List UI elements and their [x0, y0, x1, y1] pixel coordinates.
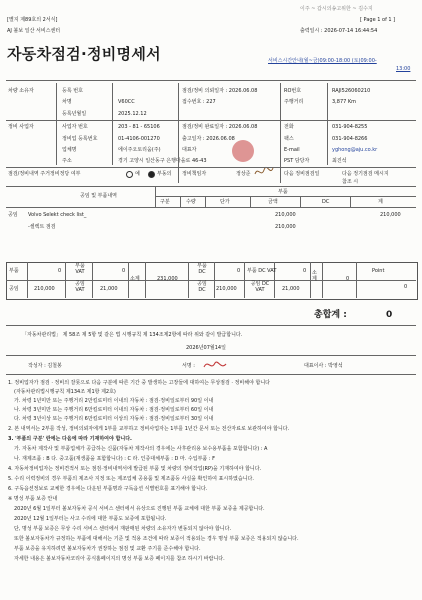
- parts-col-divider: [250, 197, 251, 207]
- receipt-number: 접수번호 : 227: [182, 99, 216, 105]
- document-title: 자동차점검·정비명세서: [7, 45, 161, 63]
- summary-col-divider: [214, 262, 215, 298]
- summary-parts-dc-value: 0: [237, 268, 241, 274]
- request-date: 점검/정비 의뢰일자 : 2026.06.08: [182, 88, 258, 94]
- regdate-label: 등록년월일: [62, 111, 87, 117]
- summary-col-divider: [92, 262, 93, 298]
- summary-col-divider: [65, 262, 66, 298]
- company-seal-stamp: [232, 140, 254, 162]
- summary-subtotal-label: 소계: [130, 276, 140, 282]
- summary-labor-dc-value: 210,000: [216, 286, 237, 292]
- note-line: 자세한 내용은 볼보자동차코리아 공식홈페이지의 명성 부품 보증 페이지를 참조 하시기 바랍니다.: [14, 556, 225, 562]
- note-line: 나. 차령 3년미만 또는 주행거리 6만킬로미터 이내의 자동차 : 점검·정비일로부터 60일 이내: [14, 407, 214, 413]
- table-row-code: 공임: [8, 212, 18, 218]
- parts-col-divider: [155, 186, 156, 207]
- table-row-amount: 210,000: [275, 224, 296, 230]
- top-right-marking: 이주 ~ 갑시의송고위한 ~ 김수지: [300, 6, 373, 12]
- summary-total-label: 소계: [312, 270, 317, 282]
- shopreg-label: 정비업 등록번호: [62, 136, 98, 142]
- pst-label: PST 담당자: [284, 158, 310, 164]
- summary-col-divider: [145, 262, 146, 298]
- summary-labor-dc-label: 공임 DC: [197, 281, 207, 293]
- next-service-value-cont: 참조 시: [342, 179, 359, 185]
- summary-parts-vat-label: 부품 VAT: [75, 263, 85, 275]
- tel-label: 전화: [284, 124, 294, 130]
- summary-labor-value: 210,000: [34, 286, 55, 292]
- checker-label: 정상준: [236, 171, 251, 177]
- note-line: 또한 볼보자동차가 규정하는 부품에 대해서는 기준 및 적용 조건에 따라 보증이 적용되는 경우 명성 부품 보증은 적용되지 않습니다.: [14, 536, 299, 542]
- grand-total-label: 총합계 :: [314, 310, 347, 320]
- parts-header-total: 계: [378, 199, 383, 205]
- signature-image: [203, 357, 227, 371]
- legal-rule: [6, 355, 416, 356]
- issue-date: 2026년07월14일: [186, 345, 226, 351]
- parts-header-bottom-rule: [6, 207, 416, 208]
- note-line: 부품 보증을 유지하려면 볼보자동차가 권장하는 점검 및 교환 주기를 준수해야 합니다.: [14, 546, 201, 552]
- note-line: 6. 구독옵션정보로 교체한 경우에는 다운된 부품명과 구독옵션 식별번호를 표기해야 합니다.: [8, 486, 208, 492]
- signature-label: 서명 :: [182, 363, 195, 369]
- info-top-rule: [6, 80, 416, 81]
- info-divider: [112, 83, 113, 165]
- ro-label: RO번호: [284, 88, 302, 94]
- print-datetime: 출력일시 : 2026-07-14 16:44:54: [300, 28, 378, 34]
- summary-parts-vat-value: 0: [122, 268, 126, 274]
- summary-labor-dcvat-value: 21,000: [282, 286, 300, 292]
- signature-rule: [6, 374, 416, 375]
- tel-value: 031-904-8255: [332, 124, 368, 130]
- writer-label: 작성자 : 김철봉: [28, 363, 62, 369]
- info-divider: [327, 83, 328, 165]
- parts-header-work: 공임 및 부품내역: [80, 193, 117, 199]
- parts-header-qty: 수량: [186, 199, 196, 205]
- parts-col-divider: [300, 197, 301, 207]
- next-service-label: 다음 정비점검일: [284, 171, 320, 177]
- done-date: 점검/정비 완료일자 : 2026.06.08: [182, 124, 258, 130]
- summary-labor-vat-value: 21,000: [100, 286, 118, 292]
- parts-col-divider: [205, 197, 206, 207]
- regno-label: 등록 번호: [62, 88, 83, 94]
- note-line: (자동차관리법시행규칙 제134조 제1항 제2호): [14, 389, 116, 395]
- consent-no-label: 부동의: [157, 171, 172, 177]
- tech-lead-label: 정비책임자: [182, 171, 207, 177]
- table-row-item: Volvo Selekt check list_: [28, 212, 87, 218]
- grand-total-value: 0: [386, 310, 393, 320]
- summary-col-divider: [128, 262, 129, 298]
- owner-label: 차량 소유자: [8, 88, 34, 94]
- info-divider: [178, 83, 179, 183]
- legal-statement: 「자동차관리법」 제 58조 제 5항 및 같은 법 시행규칙 제 134조제2항에 따라 위와 같이 발급합니다.: [22, 332, 243, 338]
- summary-parts-dc-label: 부품 DC: [197, 263, 207, 275]
- consent-label: 점검/정비내역 주거정비정당 여부: [8, 171, 81, 177]
- consent-no-radio[interactable]: [148, 171, 155, 178]
- fax-value: 031-904-8266: [332, 136, 368, 142]
- summary-point-value: 0: [404, 284, 408, 290]
- parts-table-top-rule: [6, 186, 416, 187]
- summary-col-divider: [356, 262, 357, 298]
- service-hours: 서비스시간안내(월~금)09:00-18:00 (토)09:00-: [268, 58, 377, 64]
- ro-value: RAJI526060210: [332, 88, 371, 94]
- note-line: 나. 재제조품 : B 다. 중고품(재생품을 포함합니다) : C 라. 인증대체부품 : D 마. 수입부품 : F: [14, 456, 215, 462]
- info-rule: [6, 167, 416, 168]
- summary-parts-label: 부품: [9, 268, 19, 274]
- shopreg-value: 01-4106-001270: [118, 136, 160, 142]
- email-label: E-mail: [284, 147, 300, 153]
- parts-col-divider: [350, 197, 351, 207]
- info-divider: [56, 83, 57, 165]
- bizno-label: 사업자 번호: [62, 124, 88, 130]
- summary-subtotal-value: 231,000: [157, 276, 178, 282]
- model-label: 차명: [62, 99, 72, 105]
- summary-parts-dcvat-label: 부품 DC VAT: [247, 268, 277, 274]
- parts-header-type: 구분: [160, 199, 170, 205]
- rep-label: 대표자: [182, 147, 197, 153]
- note-line: 2020년 12월 1일부터는 사고 수리에 대한 부품도 보증에 포함됩니다.: [14, 516, 167, 522]
- grand-total-rule: [6, 325, 416, 326]
- shop-label: 정비 사업자: [8, 124, 34, 130]
- mileage-label: 주행거리: [284, 99, 304, 105]
- parts-header-rule: [155, 196, 416, 197]
- summary-parts-dcvat-value: 0: [303, 268, 307, 274]
- consent-yes-label: 예: [135, 171, 140, 177]
- summary-labor-vat-label: 공임 VAT: [75, 281, 85, 293]
- parts-header-unit: 단가: [220, 199, 230, 205]
- summary-parts-value: 0: [58, 268, 62, 274]
- note-line: 다. 차령 3년이상 또는 주행거리 6만킬로미터 이상의 자동차 : 점검·정비일로부터 30일 이내: [14, 416, 214, 422]
- parts-header-amount: 금액: [268, 199, 278, 205]
- note-line: 3. '부품의 구분' 란에는 다음에 따라 기재하여야 합니다.: [8, 436, 132, 442]
- note-line: 1. 정비업자가 점검 · 정비의 잘못으로 다음 구분에 따른 기간 중 발생하는 고장들에 대하여는 무상점검 · 정비해야 합니다: [8, 380, 270, 386]
- summary-labor-label: 공임: [9, 286, 19, 292]
- table-row-total: 210,000: [380, 212, 401, 218]
- next-service-value: 다음 정기점검 메시지: [342, 171, 389, 177]
- service-hours-cont: 13:00: [396, 66, 411, 72]
- note-line: 2020년 6월 1일부터 볼보자동차 공식 서비스 센터에서 유상으로 진행된 부품 교체에 대한 부품 보증을 제공합니다.: [14, 506, 265, 512]
- page-number: [ Page 1 of 1 ]: [360, 17, 396, 23]
- summary-total-value: 0: [346, 276, 350, 282]
- summary-col-divider: [27, 262, 28, 298]
- fax-label: 팩스: [284, 136, 294, 142]
- summary-col-divider: [188, 262, 189, 298]
- note-line: ※ 명성 부품 보증 안내: [8, 496, 58, 502]
- table-row-amount: 210,000: [275, 212, 296, 218]
- regdate-value: 2025.12.12: [118, 111, 147, 117]
- note-line: 5. 수리 이력정비의 경우 부품의 제조사 지정 또는 제조업체 공용품 및 제조품등 사실을 확인하여 표시하였습니다.: [8, 476, 254, 482]
- info-divider: [280, 83, 281, 183]
- summary-col-divider: [322, 262, 323, 298]
- address-value: 경기 고양시 일산동구 은행마을로 46-43: [118, 158, 207, 164]
- summary-point-label: Point: [372, 268, 385, 274]
- mileage-value: 3,877 Km: [332, 99, 357, 105]
- pst-value: 최진석: [332, 158, 347, 164]
- summary-col-divider: [310, 262, 311, 298]
- note-line: 단, 명성 부품 보증은 무상 수리 서비스 센터에서 재판매된 차량의 소유자가 변동되지 않아야 합니다.: [14, 526, 232, 532]
- company-value: 에이주오토리움(주): [118, 147, 161, 153]
- info-rule: [6, 120, 416, 121]
- ceo-label: 대표이사 : 박영석: [304, 363, 343, 369]
- note-line: 가. 자동차 제작사 및 부품업체가 공급하는 신품(자동차 제작사의 경우에는 사후관리용 보수용부품을 포함합니다) : A: [14, 446, 268, 452]
- email-value[interactable]: yghong@aju.co.kr: [332, 147, 378, 153]
- bizno-value: 203 - 81 - 65106: [118, 124, 160, 130]
- address-label: 주소: [62, 158, 72, 164]
- company-label: 업체명: [62, 147, 77, 153]
- summary-labor-dcvat-label: 공임 DC VAT: [250, 281, 270, 293]
- parts-header-parts: 부품: [278, 189, 288, 195]
- note-line: 4. 자동차정비업자는 정비견적서 또는 점검·정비내역서에 발급된 부품 및 차량의 정비작업(RP)을 기재하여야 합니다.: [8, 466, 262, 472]
- service-center-name: AJ 볼보 일산 서비스센터: [7, 28, 61, 34]
- table-row-item: -셀렉트 점검: [28, 224, 56, 230]
- form-number: [별지 제89호의 2서식]: [7, 17, 58, 23]
- parts-col-divider: [180, 197, 181, 207]
- model-value: V60CC: [118, 99, 135, 105]
- out-date: 출고일자 : 2026.06.08: [182, 136, 235, 142]
- summary-col-divider: [244, 262, 245, 298]
- consent-yes-radio[interactable]: [126, 171, 133, 178]
- note-line: 2. 본 내역서는 2부를 작성, 정비의뢰자에게 1부를 교부하고 정비사업자는 1부를 1년간 문서 또는 전산자료로 보관하여야 합니다.: [8, 426, 290, 432]
- parts-header-dc: DC: [322, 199, 330, 205]
- note-line: 가. 차령 1년미만 또는 주행거리 2만킬로미터 이내의 자동차 : 점검·정비일로부터 90일 이내: [14, 398, 214, 404]
